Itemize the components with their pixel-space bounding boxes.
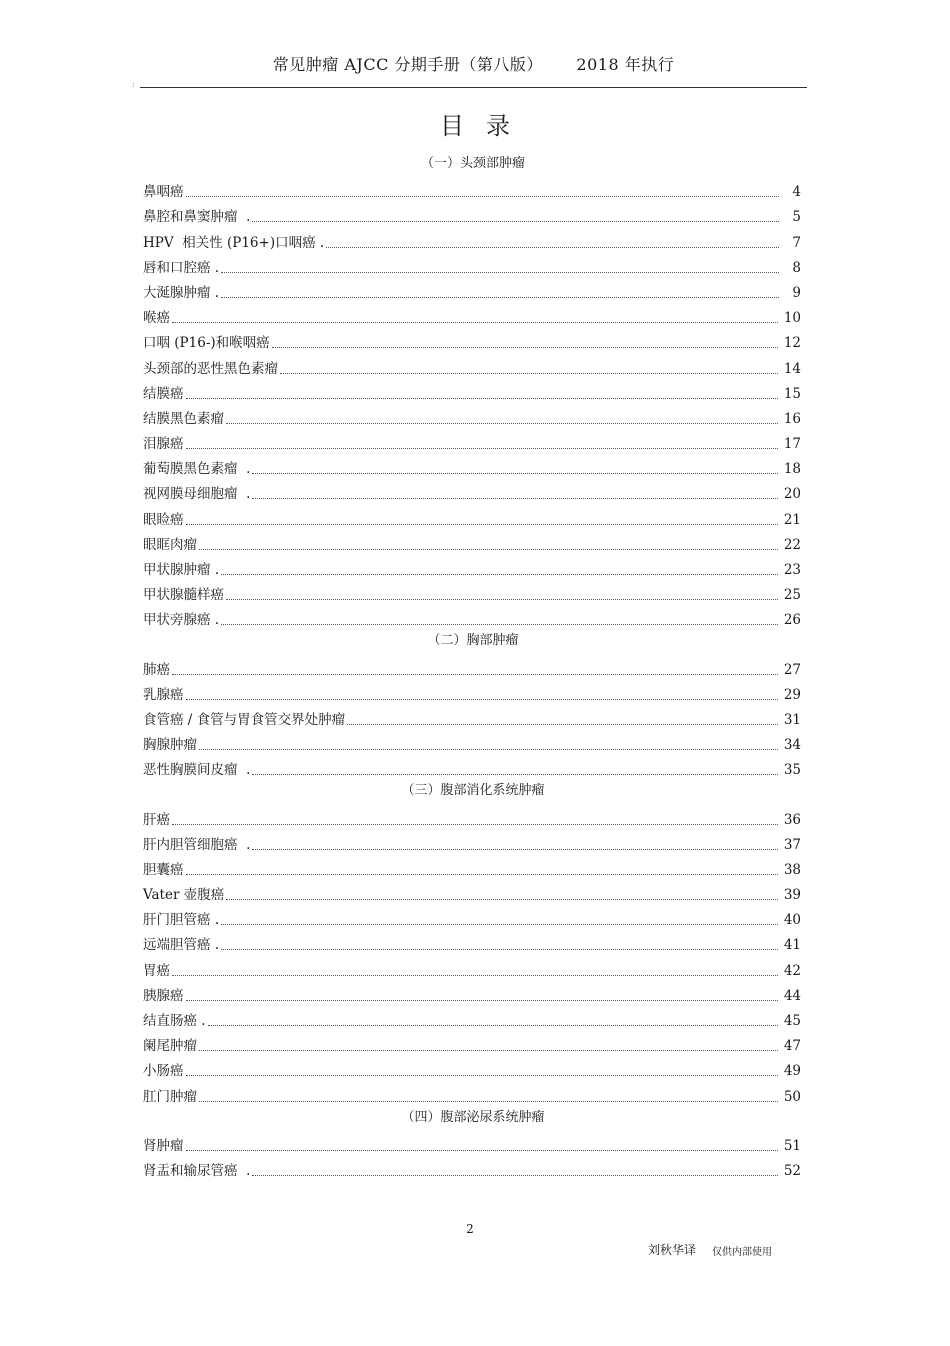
toc-entry-page: 14	[783, 360, 801, 377]
dot-leader	[252, 848, 777, 850]
dot-leader	[252, 773, 777, 775]
toc-entry-label: 大涎腺肿瘤 .	[143, 284, 220, 301]
toc-entry[interactable]	[143, 1155, 803, 1180]
toc-entry-label: 结直肠癌 .	[143, 1013, 206, 1029]
toc-entry-page: 37	[783, 836, 801, 853]
toc-entry[interactable]	[143, 302, 803, 327]
dot-leader	[186, 999, 778, 1001]
toc-entry-page: 17	[783, 436, 801, 453]
toc-entry-label: 眼睑癌	[143, 511, 184, 528]
dot-leader	[252, 1174, 777, 1176]
toc-entry-page: 25	[783, 587, 801, 604]
dot-leader	[272, 346, 778, 348]
toc-entry-label: 头颈部的恶性黑色素瘤	[143, 360, 278, 377]
dot-leader	[221, 923, 778, 925]
header-rule	[140, 87, 807, 88]
toc-entry[interactable]	[143, 403, 803, 428]
toc-entry-page: 12	[783, 335, 801, 352]
toc-entry[interactable]	[143, 704, 803, 729]
toc-entry-page: 40	[783, 912, 801, 929]
toc-entry-label: 肝门胆管癌 .	[143, 912, 220, 929]
dot-leader	[186, 698, 778, 700]
toc-entry-label: Vater 壶腹癌	[143, 887, 225, 904]
toc-entry[interactable]	[143, 1055, 803, 1080]
toc-entry[interactable]	[143, 803, 803, 828]
toc-entry-page: 21	[783, 511, 801, 528]
dot-leader	[280, 372, 778, 374]
toc-entry[interactable]	[143, 176, 803, 201]
toc-section-heading: （一）头颈部肿瘤	[420, 156, 525, 171]
toc-entry-label: 鼻咽癌	[143, 184, 184, 201]
toc-entry-page: 9	[792, 284, 801, 301]
dot-leader	[186, 397, 778, 399]
toc-entry-page: 44	[783, 987, 801, 1004]
dot-leader	[221, 948, 778, 950]
toc-entry-page: 49	[783, 1063, 801, 1080]
dot-leader	[199, 1049, 778, 1051]
toc-entry-page: 52	[783, 1162, 801, 1179]
margin-mark: :	[132, 80, 135, 89]
dot-leader	[186, 523, 778, 525]
toc-entry-label: 远端胆管癌 .	[143, 937, 220, 954]
toc-entry[interactable]	[143, 201, 803, 226]
dot-leader	[199, 748, 778, 750]
toc-entry-page: 35	[783, 762, 801, 779]
toc-entry[interactable]	[143, 1030, 803, 1055]
toc-entry[interactable]	[143, 754, 803, 779]
toc-entry[interactable]	[143, 1130, 803, 1155]
dot-leader	[186, 1149, 778, 1151]
toc-entry-label: 胰腺癌	[143, 987, 184, 1004]
toc-entry-page: 5	[792, 209, 801, 226]
toc-entry-label: 肝内胆管细胞癌 .	[143, 836, 251, 853]
toc-entry[interactable]	[143, 980, 803, 1005]
toc-entry-label: 泪腺癌	[143, 436, 184, 453]
toc-entry-label: 鼻腔和鼻窦肿瘤 .	[143, 209, 251, 226]
toc-entry-page: 36	[783, 811, 801, 828]
toc-entry-page: 29	[783, 686, 801, 703]
toc-entry-label: 视网膜母细胞瘤 .	[143, 486, 251, 503]
toc-section-heading: （二）胸部肿瘤	[427, 633, 519, 649]
toc-entry-page: 31	[783, 711, 801, 728]
toc-entry[interactable]	[143, 252, 803, 277]
toc-entry[interactable]	[143, 529, 803, 554]
toc-entry[interactable]	[143, 277, 803, 302]
toc-entry-page: 10	[783, 310, 801, 327]
table-of-contents	[143, 152, 803, 1180]
toc-entry-label: 甲状旁腺癌 .	[143, 612, 220, 629]
toc-section-heading: （三）腹部消化系统肿瘤	[401, 783, 545, 799]
toc-entry[interactable]	[143, 428, 803, 453]
dot-leader	[226, 598, 778, 600]
dot-leader	[172, 673, 778, 675]
toc-entry-label: 肾肿瘤	[143, 1137, 184, 1154]
toc-entry[interactable]	[143, 327, 803, 352]
dot-leader	[199, 1100, 778, 1102]
dot-leader	[252, 497, 777, 499]
toc-entry[interactable]	[143, 352, 803, 377]
toc-entry[interactable]	[143, 954, 803, 979]
running-header: 常见肿瘤 AJCC 分期手册（第八版） 2018 年执行	[272, 55, 675, 74]
dot-leader	[186, 873, 778, 875]
toc-entry-page: 51	[783, 1137, 801, 1154]
toc-entry[interactable]	[143, 226, 803, 251]
toc-entry-label: 葡萄膜黑色素瘤 .	[143, 461, 251, 478]
page-number: 2	[466, 1222, 474, 1236]
translator-credit: 刘秋华译	[648, 1243, 697, 1257]
toc-entry-label: 结膜癌	[143, 385, 184, 402]
toc-entry[interactable]	[143, 904, 803, 929]
dot-leader	[208, 1024, 778, 1026]
toc-entry-page: 8	[792, 259, 801, 276]
toc-entry-page: 23	[783, 562, 801, 578]
toc-entry-page: 39	[783, 887, 801, 904]
dot-leader	[221, 296, 779, 298]
toc-entry-label: 肝癌	[143, 811, 170, 828]
toc-entry-label: 肛门肿瘤	[143, 1088, 197, 1105]
toc-entry-label: 肺癌	[143, 661, 170, 678]
dot-leader	[252, 220, 779, 222]
toc-entry-page: 27	[783, 661, 801, 678]
toc-entry-label: 阑尾肿瘤	[143, 1038, 197, 1055]
toc-section-heading: （四）腹部泌尿系统肿瘤	[401, 1109, 545, 1125]
toc-entry-page: 42	[783, 962, 801, 979]
toc-entry[interactable]	[143, 503, 803, 528]
toc-entry[interactable]	[143, 854, 803, 879]
dot-leader	[172, 823, 778, 825]
toc-entry-label: 结膜黑色素瘤	[143, 410, 224, 427]
toc-entry-label: 喉癌	[143, 310, 170, 327]
toc-entry-page: 26	[783, 612, 801, 629]
toc-entry-label: 恶性胸膜间皮瘤 .	[143, 762, 251, 779]
dot-leader	[347, 723, 778, 725]
toc-entry-label: 肾盂和输尿管癌 .	[143, 1162, 251, 1179]
toc-entry-page: 7	[792, 234, 801, 251]
toc-entry-label: 唇和口腔癌 .	[143, 259, 220, 276]
dot-leader	[172, 974, 778, 976]
toc-entry-page: 50	[783, 1088, 801, 1105]
toc-entry-label: 甲状腺肿瘤 .	[143, 562, 220, 578]
toc-entry-page: 41	[783, 937, 801, 954]
toc-entry[interactable]	[143, 554, 803, 579]
dot-leader	[226, 898, 778, 900]
toc-entry[interactable]	[143, 604, 803, 629]
toc-entry-page: 22	[783, 536, 801, 553]
toc-entry-label: 胸腺肿瘤	[143, 737, 197, 754]
toc-entry[interactable]	[143, 653, 803, 678]
toc-entry[interactable]	[143, 829, 803, 854]
toc-entry-label: HPV 相关性 (P16+)口咽癌 .	[143, 234, 325, 251]
toc-entry[interactable]	[143, 929, 803, 954]
toc-entry-label: 乳腺癌	[143, 686, 184, 703]
toc-entry-label: 胆囊癌	[143, 861, 184, 878]
dot-leader	[186, 1074, 778, 1076]
dot-leader	[199, 548, 778, 550]
toc-entry-page: 4	[792, 184, 801, 201]
dot-leader	[186, 195, 780, 197]
toc-entry[interactable]	[143, 579, 803, 604]
toc-entry-page: 38	[783, 861, 801, 878]
toc-entry-page: 18	[783, 461, 801, 478]
dot-leader	[221, 623, 778, 625]
toc-entry-page: 15	[783, 385, 801, 402]
dot-leader	[221, 573, 778, 575]
toc-entry-label: 食管癌 / 食管与胃食管交界处肿瘤	[143, 711, 346, 728]
dot-leader	[172, 321, 778, 323]
toc-entry[interactable]	[143, 679, 803, 704]
toc-entry-page: 34	[783, 737, 801, 754]
toc-entry-label: 小肠癌	[143, 1063, 184, 1080]
toc-entry-page: 16	[783, 410, 801, 427]
toc-entry[interactable]	[143, 1080, 803, 1105]
toc-entry[interactable]	[143, 453, 803, 478]
toc-entry[interactable]	[143, 478, 803, 503]
toc-entry[interactable]	[143, 1005, 803, 1030]
toc-entry-page: 45	[783, 1013, 801, 1029]
dot-leader	[252, 472, 777, 474]
toc-entry-label: 甲状腺髓样癌	[143, 587, 224, 604]
toc-entry-label: 胃癌	[143, 962, 170, 979]
toc-entry[interactable]	[143, 378, 803, 403]
toc-entry-label: 口咽 (P16-)和喉咽癌	[143, 335, 270, 352]
toc-title: 目录	[440, 112, 532, 140]
toc-entry-label: 眼眶肉瘤	[143, 536, 197, 553]
internal-use-note: 仅供内部使用	[712, 1247, 772, 1258]
dot-leader	[326, 246, 779, 248]
toc-entry[interactable]	[143, 879, 803, 904]
dot-leader	[186, 447, 778, 449]
dot-leader	[221, 271, 779, 273]
toc-entry-page: 20	[783, 486, 801, 503]
toc-entry-page: 47	[783, 1038, 801, 1055]
dot-leader	[226, 422, 778, 424]
toc-entry[interactable]	[143, 729, 803, 754]
